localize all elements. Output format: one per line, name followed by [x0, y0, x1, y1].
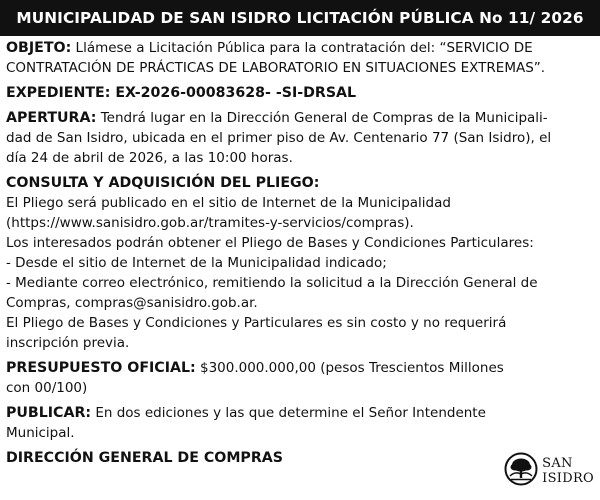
notice-header: [0, 0, 600, 36]
san-isidro-logo: [504, 452, 594, 490]
publicar-label: PUBLICAR:: [6, 405, 92, 421]
consulta-line-8: inscripción previa.: [6, 335, 130, 351]
objeto-text: Llámese a Licitación Pública para la contratación del: “SERVICIO DE CONTRATACIÓN DE PRÁCTICAS DE LABORATORIO EN SITUACIONES EXTREMAS”.: [6, 40, 546, 76]
consulta-paragraph: [6, 193, 596, 353]
objeto-label: OBJETO:: [6, 40, 72, 56]
apertura-line-3: día 24 de abril de 2026, a las 10:00 horas.: [6, 150, 293, 166]
logo-line-2: ISIDRO: [542, 471, 594, 486]
presupuesto-label: PRESUPUESTO OFICIAL:: [6, 360, 196, 376]
logo-text: [542, 456, 594, 486]
presupuesto-line-1: $300.000.000,00 (pesos Trescientos Millones: [195, 360, 504, 376]
apertura-label: APERTURA:: [6, 110, 97, 126]
apertura-line-2: dad de San Isidro, ubicada en el primer piso de Av. Centenario 77 (San Isidro), el: [6, 130, 552, 146]
notice-title: MUNICIPALIDAD DE SAN ISIDRO LICITACIÓN PÚBLICA No 11/ 2026: [16, 9, 584, 27]
presupuesto-line-2: con 00/100): [6, 380, 88, 396]
consulta-url: (https://www.sanisidro.gob.ar/tramites-y-servicios/compras).: [6, 215, 414, 231]
consulta-line-4: - Desde el sitio de Internet de la Municipalidad indicado;: [6, 255, 387, 271]
publicar-line-1: En dos ediciones y las que determine el Señor Intendente: [91, 405, 486, 421]
objeto-paragraph: [6, 38, 596, 78]
consulta-line-3: Los interesados podrán obtener el Pliego de Bases y Condiciones Particulares:: [6, 235, 534, 251]
presupuesto-paragraph: [6, 358, 596, 398]
publicar-paragraph: [6, 403, 596, 443]
consulta-line-7: El Pliego de Bases y Condiciones y Particulares es sin costo y no requerirá: [6, 315, 507, 331]
logo-line-1: SAN: [542, 456, 573, 471]
apertura-paragraph: [6, 108, 596, 168]
tree-emblem-icon: [504, 452, 538, 490]
consulta-line-6: Compras, compras@sanisidro.gob.ar.: [6, 295, 258, 311]
expediente-line: EXPEDIENTE: EX-2026-00083628- -SI-DRSAL: [6, 85, 357, 101]
apertura-line-1: Tendrá lugar en la Dirección General de Compras de la Municipali-: [96, 110, 548, 126]
consulta-line-5: - Mediante correo electrónico, remitiendo la solicitud a la Dirección General de: [6, 275, 538, 291]
notice-body: [6, 38, 596, 468]
consulta-heading: CONSULTA Y ADQUISICIÓN DEL PLIEGO:: [6, 175, 320, 191]
publicar-line-2: Municipal.: [6, 425, 75, 441]
consulta-line-1: El Pliego será publicado en el sitio de Internet de la Municipalidad: [6, 195, 451, 211]
footer-heading: DIRECCIÓN GENERAL DE COMPRAS: [6, 450, 283, 466]
